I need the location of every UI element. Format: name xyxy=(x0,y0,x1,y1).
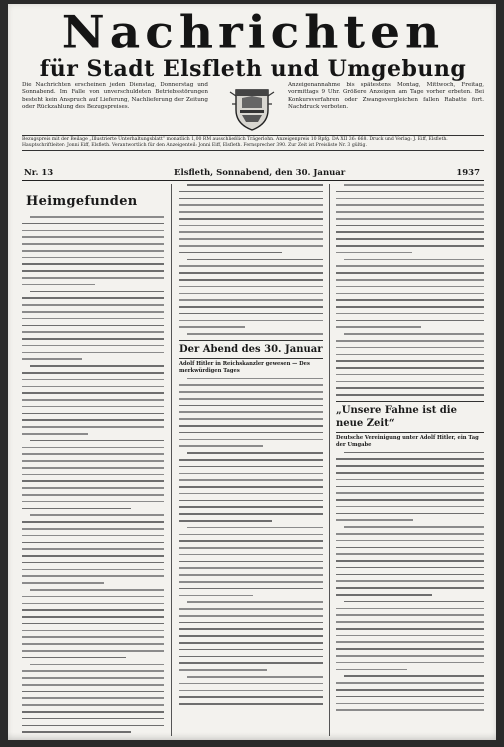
text-line xyxy=(336,218,484,220)
issue-number: Nr. 13 xyxy=(24,168,54,178)
masthead-subtitle: für Stadt Elsfleth und Umgebung xyxy=(39,56,467,82)
text-line xyxy=(179,547,323,549)
text-line xyxy=(179,306,323,308)
article-2-headline: Der Abend des 30. Januar xyxy=(179,340,323,359)
article-columns xyxy=(22,184,484,736)
info-row xyxy=(22,82,484,134)
text-line xyxy=(22,487,164,489)
text-line xyxy=(22,725,164,727)
text-line xyxy=(22,596,164,598)
text-line xyxy=(336,191,484,193)
text-line xyxy=(22,325,164,327)
text-line xyxy=(179,696,323,698)
text-line xyxy=(187,333,323,335)
issue-year: 1937 xyxy=(456,168,480,178)
text-line xyxy=(336,486,484,488)
text-line xyxy=(344,259,484,261)
text-line xyxy=(336,608,484,610)
text-line xyxy=(179,642,323,644)
text-line xyxy=(336,628,484,630)
text-line xyxy=(336,320,484,322)
text-line xyxy=(336,648,484,650)
text-line xyxy=(30,514,164,516)
text-line xyxy=(336,479,484,481)
text-line xyxy=(336,689,484,691)
text-line xyxy=(22,284,95,286)
text-line xyxy=(336,621,484,623)
text-line xyxy=(336,547,484,549)
text-line xyxy=(22,616,164,618)
text-line xyxy=(336,574,484,576)
coat-of-arms-icon xyxy=(228,84,276,132)
text-line xyxy=(336,367,484,369)
text-line xyxy=(187,378,323,380)
text-line xyxy=(179,466,323,468)
text-line xyxy=(336,553,484,555)
text-line xyxy=(336,540,484,542)
text-line xyxy=(179,473,323,475)
text-line xyxy=(179,493,323,495)
text-line xyxy=(179,425,323,427)
text-line xyxy=(179,272,323,274)
text-line xyxy=(22,494,164,496)
text-line xyxy=(179,252,282,254)
issue-place-date: Elsfleth, Sonnabend, den 30. Januar xyxy=(174,168,346,178)
text-line xyxy=(22,460,164,462)
text-line xyxy=(22,311,164,313)
text-line xyxy=(179,204,323,206)
text-line xyxy=(22,643,164,645)
text-line xyxy=(22,331,164,333)
text-line xyxy=(22,257,164,259)
text-line xyxy=(336,387,484,389)
text-line xyxy=(179,486,323,488)
column-divider xyxy=(171,184,172,736)
text-line xyxy=(344,333,484,335)
text-line xyxy=(179,520,272,522)
text-line xyxy=(336,225,484,227)
text-line xyxy=(336,472,484,474)
text-line xyxy=(336,506,484,508)
text-line xyxy=(179,405,323,407)
text-line xyxy=(30,365,164,367)
text-line xyxy=(22,467,164,469)
text-line xyxy=(22,697,164,699)
text-line xyxy=(179,581,323,583)
text-line xyxy=(22,575,164,577)
column-divider xyxy=(329,184,330,736)
text-line xyxy=(179,313,323,315)
text-line xyxy=(344,601,484,603)
text-line xyxy=(344,526,484,528)
text-line xyxy=(22,704,164,706)
text-line xyxy=(22,677,164,679)
text-line xyxy=(179,554,323,556)
text-line xyxy=(179,662,323,664)
text-line xyxy=(22,650,164,652)
text-line xyxy=(336,306,484,308)
text-line xyxy=(179,669,267,671)
text-line xyxy=(179,690,323,692)
text-line xyxy=(22,392,164,394)
text-line xyxy=(344,675,484,677)
article-1-body xyxy=(22,216,164,736)
text-line xyxy=(336,465,484,467)
text-line xyxy=(22,338,164,340)
text-line xyxy=(22,501,164,503)
text-line xyxy=(336,326,421,328)
text-line xyxy=(336,662,484,664)
text-line xyxy=(179,540,323,542)
text-line xyxy=(30,291,164,293)
newspaper-page xyxy=(8,4,496,740)
text-line xyxy=(22,623,164,625)
text-line xyxy=(179,649,323,651)
text-line xyxy=(22,263,164,265)
text-line xyxy=(179,411,323,413)
text-line xyxy=(22,318,164,320)
text-line xyxy=(22,277,164,279)
text-line xyxy=(22,243,164,245)
text-line xyxy=(336,394,484,396)
text-line xyxy=(179,198,323,200)
text-line xyxy=(179,320,323,322)
text-line xyxy=(22,636,164,638)
text-line xyxy=(179,615,323,617)
text-line xyxy=(336,381,484,383)
text-line xyxy=(336,204,484,206)
text-line xyxy=(336,533,484,535)
text-line xyxy=(336,238,484,240)
text-line xyxy=(179,588,323,590)
text-line xyxy=(179,635,323,637)
text-line xyxy=(179,622,323,624)
text-line xyxy=(336,614,484,616)
text-line xyxy=(22,372,164,374)
text-line xyxy=(22,542,164,544)
text-line xyxy=(187,184,323,186)
text-line xyxy=(179,418,323,420)
text-line xyxy=(22,426,164,428)
text-line xyxy=(22,453,164,455)
article-1-continued-body xyxy=(179,184,323,335)
text-line xyxy=(179,595,253,597)
text-line xyxy=(179,459,323,461)
text-line xyxy=(22,413,164,415)
text-line xyxy=(22,548,164,550)
text-line xyxy=(336,492,484,494)
text-line xyxy=(336,641,484,643)
text-line xyxy=(336,272,484,274)
text-line xyxy=(22,691,164,693)
publication-info-line: Bezugspreis mit der Beilage „Illustrierte Unterhaltungsblatt“ monatlich 1,00 RM ausschließlich Trägerlohn. Anzeigenpreis 10 Rpfg. DA XII 36: 668. Druck und Verlag: J. Eiff, Elsfleth. Hauptschriftleiter: Jonni Eiff, Elsfleth. Verantwortlich für den Anzeigenteil: Jonni Eiff, Elsfleth. Fernsprecher 390. Zur Zeit ist Preisliste Nr. 3 gültig. xyxy=(22,135,484,151)
text-line xyxy=(336,703,484,705)
text-line xyxy=(336,279,484,281)
text-line xyxy=(179,445,263,447)
text-line xyxy=(22,684,164,686)
text-line xyxy=(22,562,164,564)
text-line xyxy=(336,669,407,671)
text-line xyxy=(187,452,323,454)
masthead xyxy=(22,8,484,81)
page-shadow xyxy=(8,732,496,740)
text-line xyxy=(336,696,484,698)
text-line xyxy=(179,326,245,328)
text-line xyxy=(336,567,484,569)
text-line xyxy=(336,245,484,247)
article-2-subheadline: Adolf Hitler in Reichskanzler gewesen — Des merkwürdigen Tages xyxy=(179,360,310,374)
text-line xyxy=(336,594,432,596)
text-line xyxy=(179,432,323,434)
text-line xyxy=(22,223,164,225)
text-line xyxy=(22,406,164,408)
info-right-text: Anzeigenannahme bis spätestens Montag, Mittwoch, Freitag, vormittags 9 Uhr. Größere Anzeigen am Tage vorher erbeten. Bei Konkursverfahren oder Zwangsvergleichen fallen Rabatte fort. Nachdruck verboten. xyxy=(288,82,484,111)
text-line xyxy=(179,628,323,630)
text-line xyxy=(179,391,323,393)
text-line xyxy=(22,447,164,449)
text-line xyxy=(22,345,164,347)
text-line xyxy=(22,399,164,401)
text-line xyxy=(179,513,323,515)
dateline xyxy=(22,167,484,181)
text-line xyxy=(179,479,323,481)
text-line xyxy=(336,231,484,233)
masthead-title: Nachrichten xyxy=(61,6,445,59)
text-line xyxy=(179,506,323,508)
text-line xyxy=(22,569,164,571)
text-line xyxy=(179,703,323,705)
text-line xyxy=(22,379,164,381)
text-line xyxy=(179,238,323,240)
article-2-body xyxy=(179,378,323,705)
text-line xyxy=(179,211,323,213)
text-line xyxy=(22,270,164,272)
text-line xyxy=(336,374,484,376)
text-line xyxy=(22,358,82,360)
text-line xyxy=(179,608,323,610)
text-line xyxy=(179,439,323,441)
text-line xyxy=(22,433,88,435)
text-line xyxy=(179,561,323,563)
text-line xyxy=(179,656,323,658)
text-line xyxy=(336,587,484,589)
text-line xyxy=(22,711,164,713)
text-line xyxy=(179,500,323,502)
text-line xyxy=(22,535,164,537)
text-line xyxy=(22,297,164,299)
text-line xyxy=(22,236,164,238)
column-2 xyxy=(179,184,323,736)
text-line xyxy=(336,340,484,342)
text-line xyxy=(179,574,323,576)
text-line xyxy=(179,245,323,247)
text-line xyxy=(336,580,484,582)
text-line xyxy=(336,513,484,515)
text-line xyxy=(187,259,323,261)
text-line xyxy=(179,218,323,220)
text-line xyxy=(22,603,164,605)
text-line xyxy=(336,286,484,288)
text-line xyxy=(336,635,484,637)
text-line xyxy=(336,458,484,460)
text-line xyxy=(179,293,323,295)
text-line xyxy=(336,293,484,295)
text-line xyxy=(179,286,323,288)
article-2-continued-body xyxy=(336,184,484,396)
text-line xyxy=(336,519,413,521)
text-line xyxy=(22,230,164,232)
text-line xyxy=(22,582,104,584)
text-line xyxy=(22,630,164,632)
text-line xyxy=(336,360,484,362)
text-line xyxy=(22,609,164,611)
text-line xyxy=(179,384,323,386)
text-line xyxy=(336,682,484,684)
text-line xyxy=(336,347,484,349)
text-line xyxy=(22,528,164,530)
text-line xyxy=(336,211,484,213)
text-line xyxy=(187,527,323,529)
text-line xyxy=(344,452,484,454)
article-3-body xyxy=(336,452,484,711)
text-line xyxy=(22,474,164,476)
text-line xyxy=(179,265,323,267)
text-line xyxy=(179,567,323,569)
text-line xyxy=(22,555,164,557)
text-line xyxy=(344,184,484,186)
info-left-text: Die Nachrichten erscheinen jeden Dienstag, Donnerstag und Sonnabend. Im Falle von unverschuldeten Betriebsstörungen besteht kein Anspruch auf Lieferung, Nachlieferung der Zeitung oder Rückzahlung des Bezugspreises. xyxy=(22,82,208,111)
text-line xyxy=(22,508,131,510)
article-3-headline: „Unsere Fahne ist die neue Zeit“ xyxy=(336,401,484,433)
text-line xyxy=(336,299,484,301)
text-line xyxy=(336,252,412,254)
article-3-subheadline: Deutsche Vereinigung unter Adolf Hitler, ein Tag der Umgabe xyxy=(336,435,479,448)
text-line xyxy=(22,419,164,421)
column-3 xyxy=(336,184,484,736)
text-line xyxy=(22,718,164,720)
text-line xyxy=(179,299,323,301)
text-line xyxy=(336,265,484,267)
text-line xyxy=(336,313,484,315)
text-line xyxy=(179,279,323,281)
text-line xyxy=(30,216,164,218)
text-line xyxy=(179,398,323,400)
text-line xyxy=(179,231,323,233)
article-1-headline: Heimgefunden xyxy=(26,194,138,209)
text-line xyxy=(179,683,323,685)
text-line xyxy=(336,709,484,711)
text-line xyxy=(179,225,323,227)
text-line xyxy=(22,386,164,388)
text-line xyxy=(30,440,164,442)
text-line xyxy=(22,304,164,306)
text-line xyxy=(22,521,164,523)
text-line xyxy=(336,499,484,501)
text-line xyxy=(336,354,484,356)
text-line xyxy=(336,198,484,200)
text-line xyxy=(22,352,164,354)
text-line xyxy=(187,601,323,603)
text-line xyxy=(30,664,164,666)
text-line xyxy=(22,480,164,482)
text-line xyxy=(179,191,323,193)
text-line xyxy=(179,534,323,536)
text-line xyxy=(30,589,164,591)
text-line xyxy=(22,657,126,659)
text-line xyxy=(187,676,323,678)
text-line xyxy=(336,655,484,657)
column-1 xyxy=(22,184,164,736)
text-line xyxy=(22,670,164,672)
text-line xyxy=(336,560,484,562)
text-line xyxy=(22,250,164,252)
